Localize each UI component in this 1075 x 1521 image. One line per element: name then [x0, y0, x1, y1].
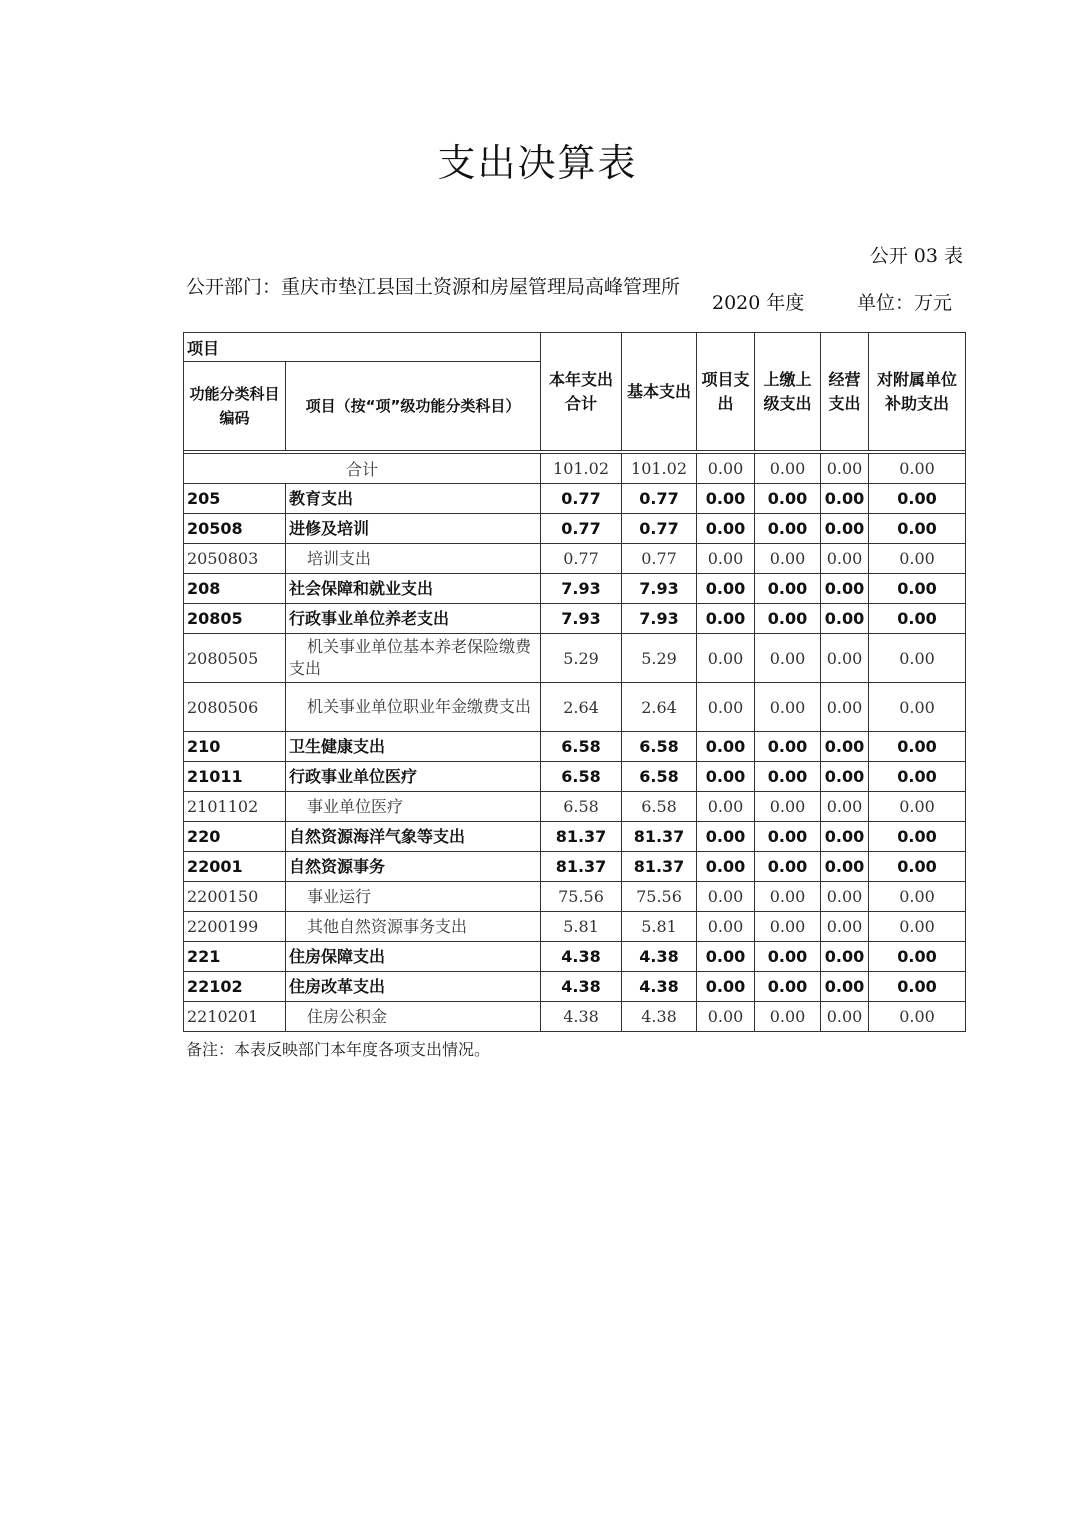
row-value: 0.00	[869, 514, 966, 544]
table-row	[184, 604, 966, 634]
row-value: 4.38	[622, 972, 697, 1002]
row-value: 0.00	[697, 822, 755, 852]
header-basic: 基本支出	[622, 333, 697, 451]
table-note: 备注：本表反映部门本年度各项支出情况。	[186, 1040, 491, 1059]
row-value: 75.56	[622, 882, 697, 912]
row-value: 4.38	[622, 942, 697, 972]
row-value: 0.00	[755, 514, 821, 544]
row-value: 2.64	[541, 683, 622, 732]
row-value: 6.58	[541, 792, 622, 822]
row-name: 机关事业单位基本养老保险缴费支出	[286, 634, 541, 683]
row-value: 0.00	[755, 882, 821, 912]
row-name: 事业运行	[286, 882, 541, 912]
row-value: 0.00	[821, 1002, 869, 1032]
row-value: 0.00	[821, 882, 869, 912]
row-value: 7.93	[622, 604, 697, 634]
total-label: 合计	[184, 454, 541, 484]
row-name: 机关事业单位职业年金缴费支出	[286, 683, 541, 732]
table-row	[184, 822, 966, 852]
row-value: 0.00	[697, 604, 755, 634]
table-row	[184, 732, 966, 762]
row-value: 0.00	[697, 1002, 755, 1032]
total-cell: 101.02	[622, 454, 697, 484]
row-value: 0.00	[697, 514, 755, 544]
row-value: 0.00	[821, 792, 869, 822]
row-value: 0.00	[755, 912, 821, 942]
total-row	[184, 454, 966, 484]
row-value: 0.00	[869, 852, 966, 882]
header-project: 项目支出	[697, 333, 755, 451]
row-value: 81.37	[622, 852, 697, 882]
row-value: 0.00	[869, 484, 966, 514]
row-value: 0.00	[821, 544, 869, 574]
row-value: 4.38	[541, 942, 622, 972]
table-row	[184, 972, 966, 1002]
row-value: 5.29	[622, 634, 697, 683]
table-row	[184, 1002, 966, 1032]
row-value: 0.00	[869, 1002, 966, 1032]
row-value: 0.00	[821, 604, 869, 634]
row-value: 0.00	[821, 972, 869, 1002]
row-name: 行政事业单位医疗	[286, 762, 541, 792]
row-value: 0.00	[755, 634, 821, 683]
row-value: 0.77	[622, 514, 697, 544]
row-value: 0.00	[697, 762, 755, 792]
row-value: 0.00	[869, 604, 966, 634]
row-value: 0.77	[622, 544, 697, 574]
row-value: 0.00	[755, 972, 821, 1002]
total-cell: 0.00	[697, 454, 755, 484]
expenditure-table	[183, 332, 966, 1032]
header-total: 本年支出合计	[541, 333, 622, 451]
row-value: 0.00	[821, 634, 869, 683]
row-value: 0.00	[697, 484, 755, 514]
row-value: 0.00	[697, 942, 755, 972]
table-row	[184, 912, 966, 942]
row-value: 7.93	[541, 604, 622, 634]
row-name: 事业单位医疗	[286, 792, 541, 822]
row-name: 行政事业单位养老支出	[286, 604, 541, 634]
row-value: 0.00	[869, 634, 966, 683]
row-value: 5.29	[541, 634, 622, 683]
row-code: 210	[184, 732, 286, 762]
row-value: 0.00	[755, 574, 821, 604]
total-cell: 0.00	[869, 454, 966, 484]
row-code: 22001	[184, 852, 286, 882]
row-value: 4.38	[541, 972, 622, 1002]
row-code: 20508	[184, 514, 286, 544]
row-value: 0.00	[821, 574, 869, 604]
row-value: 0.77	[541, 514, 622, 544]
row-code: 21011	[184, 762, 286, 792]
row-value: 0.00	[697, 544, 755, 574]
row-value: 6.58	[541, 762, 622, 792]
row-value: 0.00	[755, 683, 821, 732]
row-value: 0.00	[697, 732, 755, 762]
table-row	[184, 514, 966, 544]
row-value: 81.37	[622, 822, 697, 852]
row-value: 0.00	[821, 732, 869, 762]
row-value: 0.00	[869, 972, 966, 1002]
row-value: 7.93	[541, 574, 622, 604]
header-subsidy: 对附属单位补助支出	[869, 333, 966, 451]
row-value: 0.00	[869, 574, 966, 604]
row-value: 0.00	[821, 942, 869, 972]
row-code: 220	[184, 822, 286, 852]
row-name: 卫生健康支出	[286, 732, 541, 762]
row-value: 0.00	[869, 762, 966, 792]
table-row	[184, 792, 966, 822]
row-value: 81.37	[541, 852, 622, 882]
table-row	[184, 942, 966, 972]
row-value: 7.93	[622, 574, 697, 604]
row-value: 0.00	[821, 822, 869, 852]
row-value: 0.77	[622, 484, 697, 514]
row-name: 培训支出	[286, 544, 541, 574]
header-name: 项目（按“项”级功能分类科目）	[286, 362, 541, 451]
row-name: 自然资源事务	[286, 852, 541, 882]
row-value: 0.00	[697, 912, 755, 942]
row-value: 75.56	[541, 882, 622, 912]
row-value: 5.81	[622, 912, 697, 942]
table-row	[184, 484, 966, 514]
row-code: 2080505	[184, 634, 286, 683]
row-code: 2050803	[184, 544, 286, 574]
department-label: 公开部门：重庆市垫江县国土资源和房屋管理局高峰管理所	[186, 276, 681, 298]
row-value: 0.00	[755, 942, 821, 972]
row-value: 81.37	[541, 822, 622, 852]
row-value: 0.00	[755, 544, 821, 574]
row-value: 0.77	[541, 544, 622, 574]
row-value: 2.64	[622, 683, 697, 732]
table-row	[184, 634, 966, 683]
row-value: 6.58	[541, 732, 622, 762]
row-value: 0.00	[755, 1002, 821, 1032]
row-value: 0.00	[697, 634, 755, 683]
row-code: 20805	[184, 604, 286, 634]
row-value: 0.00	[697, 683, 755, 732]
row-name: 住房改革支出	[286, 972, 541, 1002]
row-name: 教育支出	[286, 484, 541, 514]
row-value: 6.58	[622, 762, 697, 792]
page-title: 支出决算表	[437, 141, 638, 185]
row-value: 0.00	[869, 683, 966, 732]
row-value: 0.00	[755, 822, 821, 852]
row-value: 0.00	[821, 912, 869, 942]
row-value: 0.00	[755, 792, 821, 822]
total-cell: 0.00	[755, 454, 821, 484]
row-value: 0.00	[755, 852, 821, 882]
row-value: 6.58	[622, 792, 697, 822]
row-value: 0.00	[755, 604, 821, 634]
row-code: 208	[184, 574, 286, 604]
row-code: 2200150	[184, 882, 286, 912]
row-name: 住房保障支出	[286, 942, 541, 972]
total-cell: 101.02	[541, 454, 622, 484]
row-code: 2200199	[184, 912, 286, 942]
row-code: 22102	[184, 972, 286, 1002]
row-value: 6.58	[622, 732, 697, 762]
table-row	[184, 574, 966, 604]
row-name: 其他自然资源事务支出	[286, 912, 541, 942]
row-value: 0.00	[869, 942, 966, 972]
row-code: 221	[184, 942, 286, 972]
table-row	[184, 544, 966, 574]
table-row	[184, 683, 966, 732]
row-value: 0.77	[541, 484, 622, 514]
row-code: 205	[184, 484, 286, 514]
total-cell: 0.00	[821, 454, 869, 484]
row-value: 5.81	[541, 912, 622, 942]
row-value: 0.00	[821, 762, 869, 792]
row-value: 0.00	[755, 484, 821, 514]
table-row	[184, 852, 966, 882]
header-upper: 上缴上级支出	[755, 333, 821, 451]
header-business: 经营支出	[821, 333, 869, 451]
header-item: 项目	[184, 333, 541, 362]
row-value: 0.00	[755, 762, 821, 792]
table-row	[184, 882, 966, 912]
row-name: 自然资源海洋气象等支出	[286, 822, 541, 852]
row-value: 0.00	[697, 972, 755, 1002]
row-value: 0.00	[821, 514, 869, 544]
row-value: 0.00	[869, 822, 966, 852]
row-value: 0.00	[821, 484, 869, 514]
row-code: 2080506	[184, 683, 286, 732]
row-value: 0.00	[697, 574, 755, 604]
row-value: 0.00	[821, 852, 869, 882]
row-value: 0.00	[869, 732, 966, 762]
row-value: 0.00	[697, 792, 755, 822]
row-name: 进修及培训	[286, 514, 541, 544]
row-value: 0.00	[869, 882, 966, 912]
row-value: 0.00	[869, 544, 966, 574]
row-name: 住房公积金	[286, 1002, 541, 1032]
row-value: 0.00	[869, 912, 966, 942]
form-number: 公开 03 表	[869, 245, 963, 267]
row-name: 社会保障和就业支出	[286, 574, 541, 604]
row-value: 0.00	[697, 852, 755, 882]
fiscal-year: 2020 年度	[712, 292, 805, 314]
row-code: 2101102	[184, 792, 286, 822]
table-row	[184, 762, 966, 792]
row-value: 0.00	[755, 732, 821, 762]
row-value: 0.00	[697, 882, 755, 912]
row-value: 4.38	[541, 1002, 622, 1032]
row-value: 4.38	[622, 1002, 697, 1032]
row-value: 0.00	[869, 792, 966, 822]
row-value: 0.00	[821, 683, 869, 732]
row-code: 2210201	[184, 1002, 286, 1032]
header-code: 功能分类科目编码	[184, 362, 286, 451]
unit-label: 单位：万元	[857, 292, 953, 314]
